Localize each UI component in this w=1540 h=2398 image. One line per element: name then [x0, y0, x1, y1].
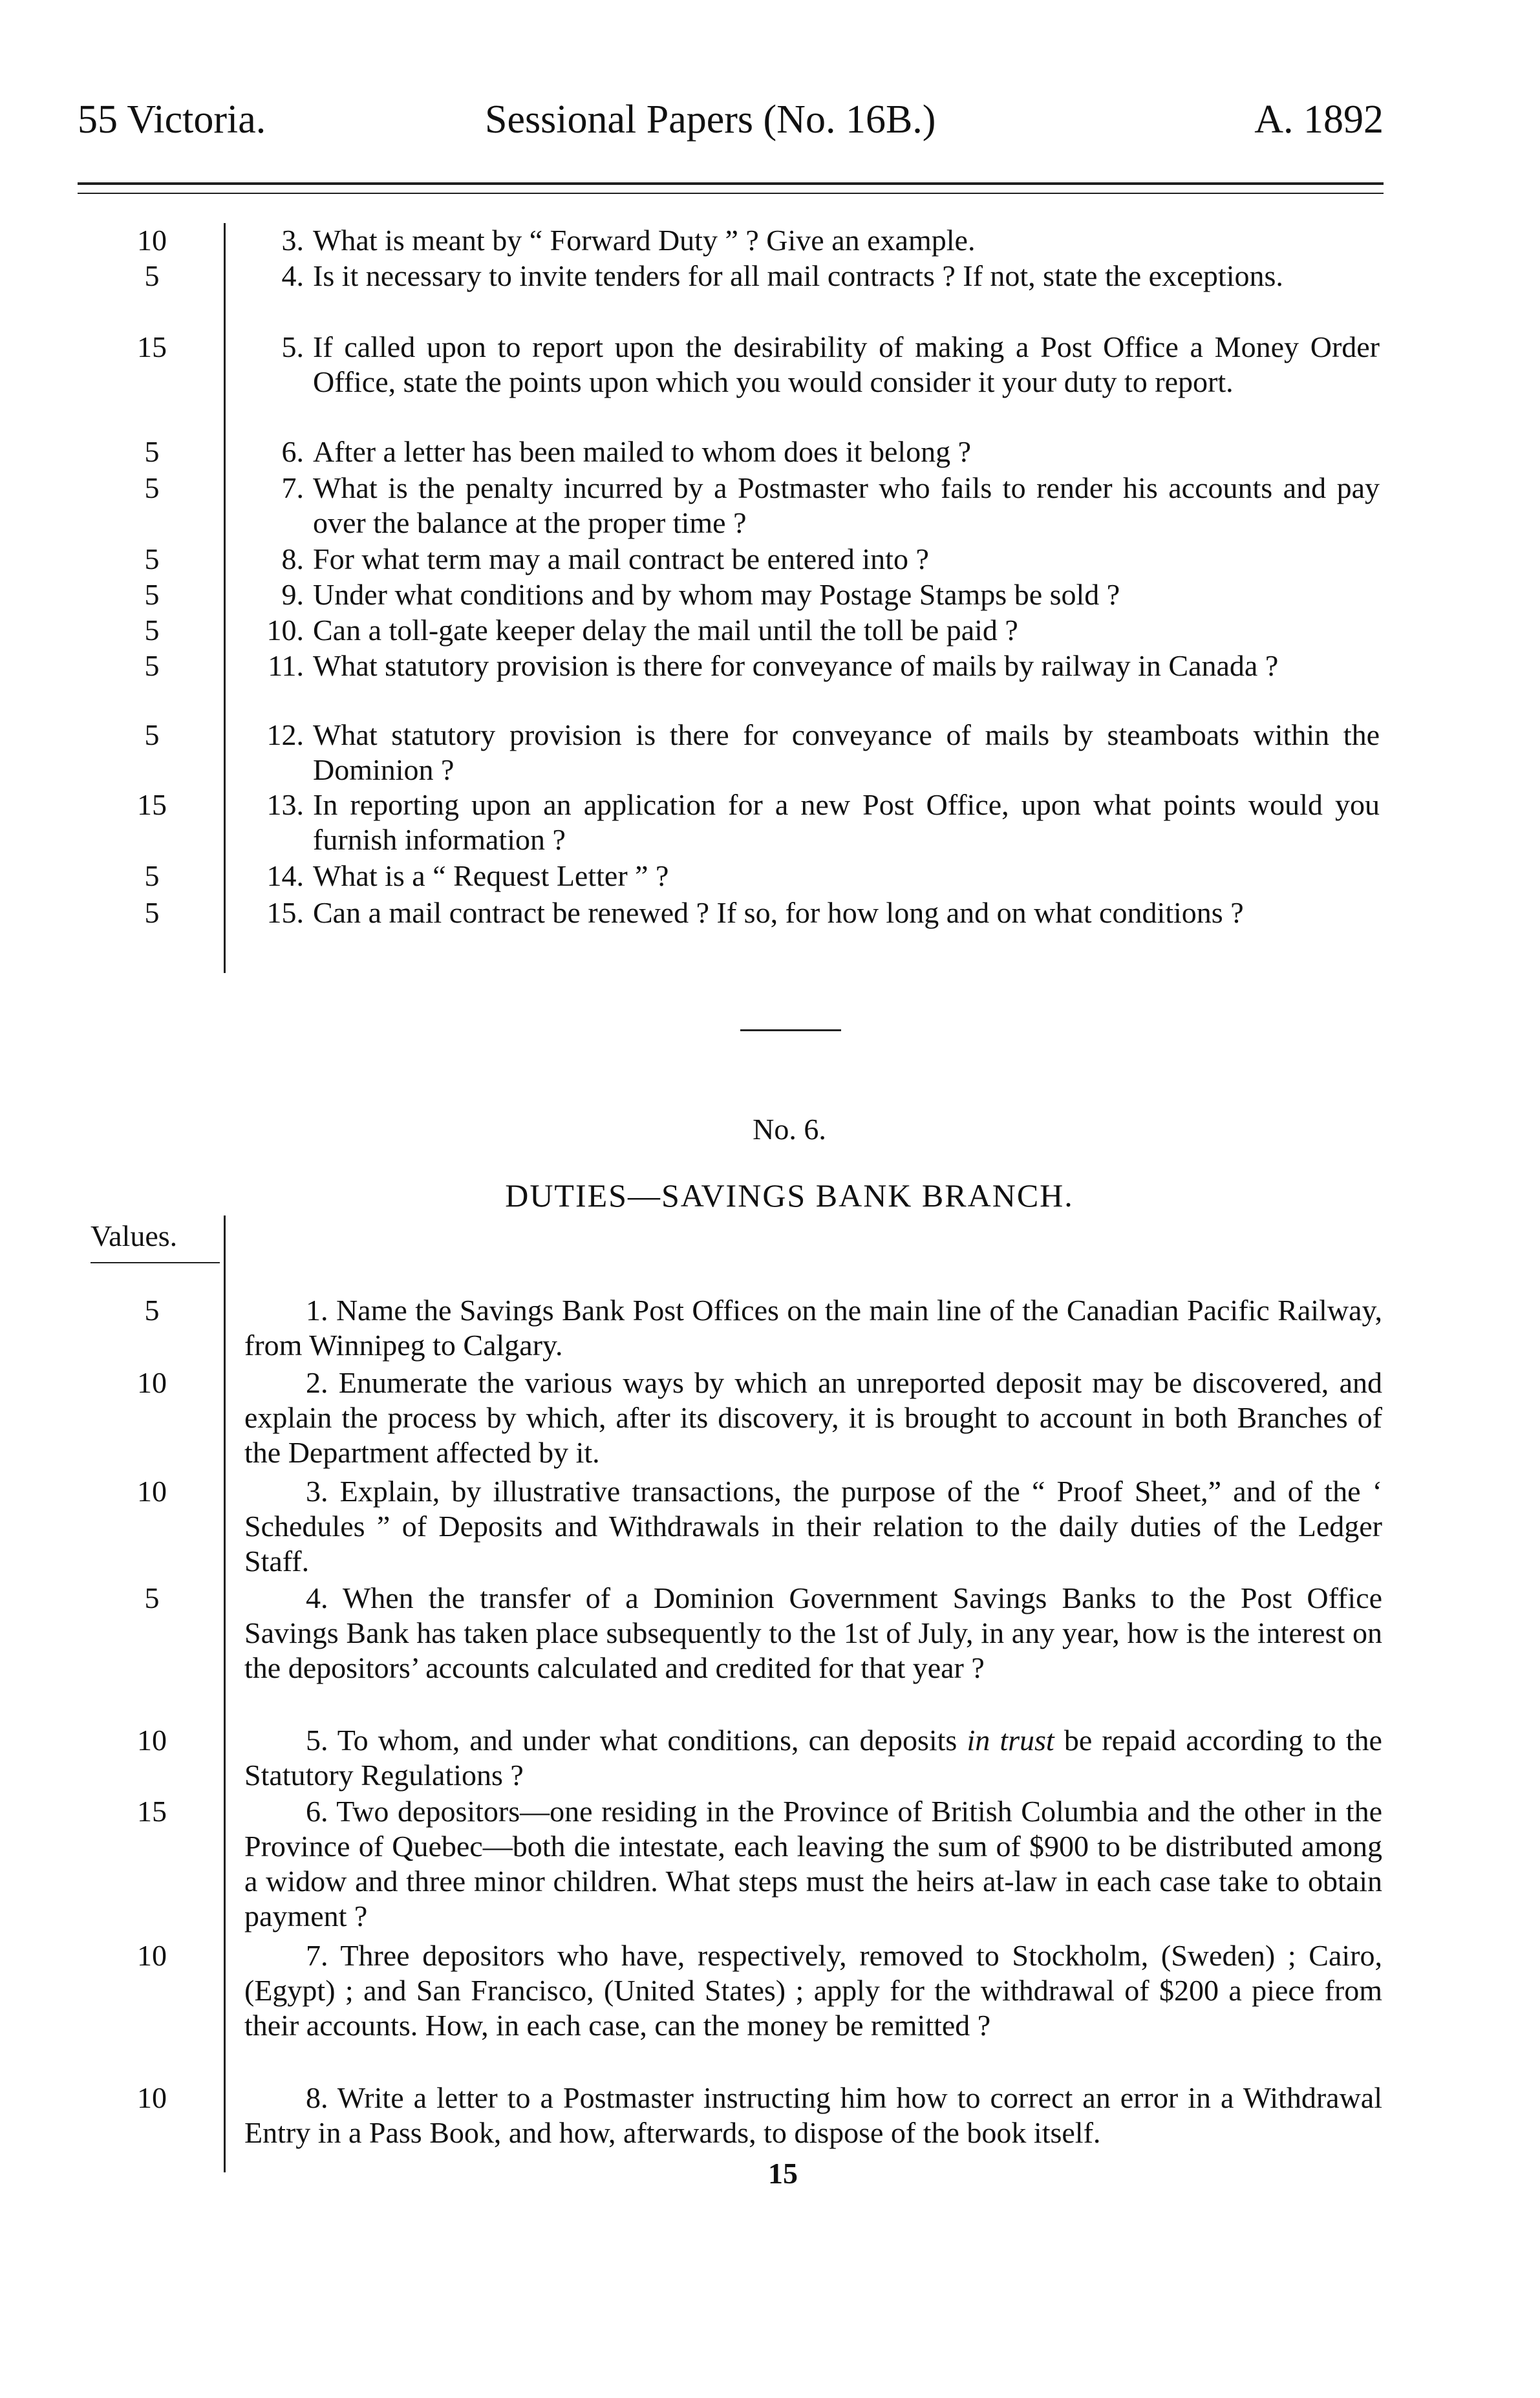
question-body: What is the penalty incurred by a Postmaster who fails to render his accounts and pay over the balance at the proper time ? [313, 471, 1380, 539]
question-text [244, 613, 1382, 648]
question-number: 8. [281, 542, 304, 575]
question-body: What is meant by “ Forward Duty ” ? Give an example. [313, 224, 976, 257]
header-year: A. 1892 [1254, 98, 1384, 142]
question-body: 8. Write a letter to a Postmaster instructing him how to correct an error in a Withdrawal Entry in a Pass Book, and how, afterwards, to dispose of the book itself. [244, 2081, 1382, 2149]
question-text [244, 1794, 1382, 1934]
question-text [244, 718, 1382, 787]
header-title: Sessional Papers (No. 16B.) [485, 98, 936, 142]
question-text [244, 1293, 1382, 1363]
question-text [244, 330, 1382, 400]
question-number: 15. [266, 896, 304, 929]
question-text [244, 1365, 1382, 1470]
question-body: 1. Name the Savings Bank Post Offices on the main line of the Canadian Pacific Railway, from Winnipeg to Calgary. [244, 1294, 1382, 1362]
header-rule-thick [78, 182, 1384, 185]
question-value: 10 [137, 1939, 167, 1972]
question-text [244, 577, 1382, 612]
question-text [244, 895, 1382, 930]
question-value: 15 [137, 330, 167, 363]
question-value: 5 [144, 1294, 160, 1327]
question-text [244, 471, 1382, 541]
question-value: 5 [144, 578, 160, 611]
question-value: 5 [144, 435, 160, 468]
question-number: 9. [281, 578, 304, 611]
question-body: If called upon to report upon the desirability of making a Post Office a Money Order Office, state the points upon which you would consider it your duty to report. [313, 330, 1380, 398]
question-text [244, 1938, 1382, 2043]
question-text [244, 1474, 1382, 1579]
question-body: 3. Explain, by illustrative transactions, the purpose of the “ Proof Sheet,” and of the ‘ Schedules ” of Deposits and Withdrawals in their relation to the daily duties of the Ledger Staff. [244, 1475, 1382, 1578]
section-number: No. 6. [753, 1113, 826, 1146]
question-number: 11. [268, 649, 304, 682]
question-body: Is it necessary to invite tenders for all mail contracts ? If not, state the exceptions. [313, 259, 1283, 292]
question-number: 14. [266, 859, 304, 892]
question-body: 5. To whom, and under what conditions, can deposits [306, 1724, 967, 1757]
values-column-divider [224, 223, 226, 973]
question-number: 3. [281, 224, 304, 257]
question-number: 5. [281, 330, 304, 363]
question-text [244, 2081, 1382, 2150]
question-text [244, 1581, 1382, 1686]
question-value: 5 [144, 649, 160, 682]
question-value: 10 [137, 1724, 167, 1757]
question-value: 5 [144, 471, 160, 504]
question-body: Under what conditions and by whom may Postage Stamps be sold ? [313, 578, 1120, 611]
question-body: What statutory provision is there for conveyance of mails by railway in Canada ? [313, 649, 1279, 682]
question-value: 10 [137, 2081, 167, 2114]
question-body: After a letter has been mailed to whom does it belong ? [313, 435, 972, 468]
page-header [78, 97, 1384, 155]
question-value: 5 [144, 542, 160, 575]
values-heading-rule [91, 1262, 220, 1263]
question-body: For what term may a mail contract be entered into ? [313, 542, 929, 575]
question-value: 5 [144, 896, 160, 929]
question-body: Can a mail contract be renewed ? If so, for how long and on what conditions ? [313, 896, 1244, 929]
question-number: 4. [281, 259, 304, 292]
question-value: 5 [144, 614, 160, 647]
header-rule-thin [78, 193, 1384, 194]
question-body: be repaid according to the Statutory Regulations ? [244, 1724, 1382, 1792]
question-number: 10. [266, 614, 304, 647]
question-value: 10 [137, 1366, 167, 1399]
question-value: 5 [144, 859, 160, 892]
question-value: 15 [137, 788, 167, 821]
question-number: 12. [266, 718, 304, 751]
question-value: 5 [144, 1581, 160, 1614]
question-text [244, 648, 1382, 683]
question-text [244, 434, 1382, 469]
question-text [244, 859, 1382, 894]
question-body: Can a toll-gate keeper delay the mail until the toll be paid ? [313, 614, 1018, 647]
question-text [244, 542, 1382, 577]
question-value: 15 [137, 1795, 167, 1828]
question-value: 5 [144, 259, 160, 292]
question-body: In reporting upon an application for a new Post Office, upon what points would you furnish information ? [313, 788, 1380, 856]
question-value: 10 [137, 1475, 167, 1508]
section-separator [740, 1029, 841, 1031]
question-number: 7. [281, 471, 304, 504]
question-body: 2. Enumerate the various ways by which an unreported deposit may be discovered, and explain the process by which, after its discovery, it is brought to account in both Branches of the Department affected by it. [244, 1366, 1382, 1469]
question-text [244, 787, 1382, 857]
section-title: DUTIES—SAVINGS BANK BRANCH. [505, 1177, 1074, 1214]
question-body: 6. Two depositors—one residing in the Province of British Columbia and the other in the Province of Quebec—both die intestate, each leaving the sum of $900 to be distributed among a widow and three minor children. What steps must the heirs at-law in each case take to obtain payment ? [244, 1795, 1382, 1932]
question-number: 13. [266, 788, 304, 821]
question-number: 6. [281, 435, 304, 468]
question-value: 10 [137, 224, 167, 257]
question-text [244, 1723, 1382, 1793]
question-text [244, 223, 1382, 258]
question-value: 5 [144, 718, 160, 751]
question-body: 4. When the transfer of a Dominion Government Savings Banks to the Post Office Savings Bank has taken place subsequently to the 1st of July, in any year, how is the interest on the depositors’ accounts calculated and credited for that year ? [244, 1581, 1382, 1684]
question-body: What statutory provision is there for conveyance of mails by steamboats within the Dominion ? [313, 718, 1380, 786]
question-body: What is a “ Request Letter ” ? [313, 859, 669, 892]
question-text [244, 259, 1382, 294]
question-body: 7. Three depositors who have, respectively, removed to Stockholm, (Sweden) ; Cairo, (Egypt) ; and San Francisco, (United States) ; apply for the withdrawal of $200 a piece from their accounts. How, in each case, can the money be remitted ? [244, 1939, 1382, 2042]
values-column-heading: Values. [91, 1219, 178, 1252]
values-column-divider [224, 1215, 226, 2172]
page-number: 15 [768, 2157, 798, 2190]
header-session: 55 Victoria. [78, 98, 266, 142]
question-emphasis: in trust [967, 1724, 1054, 1757]
